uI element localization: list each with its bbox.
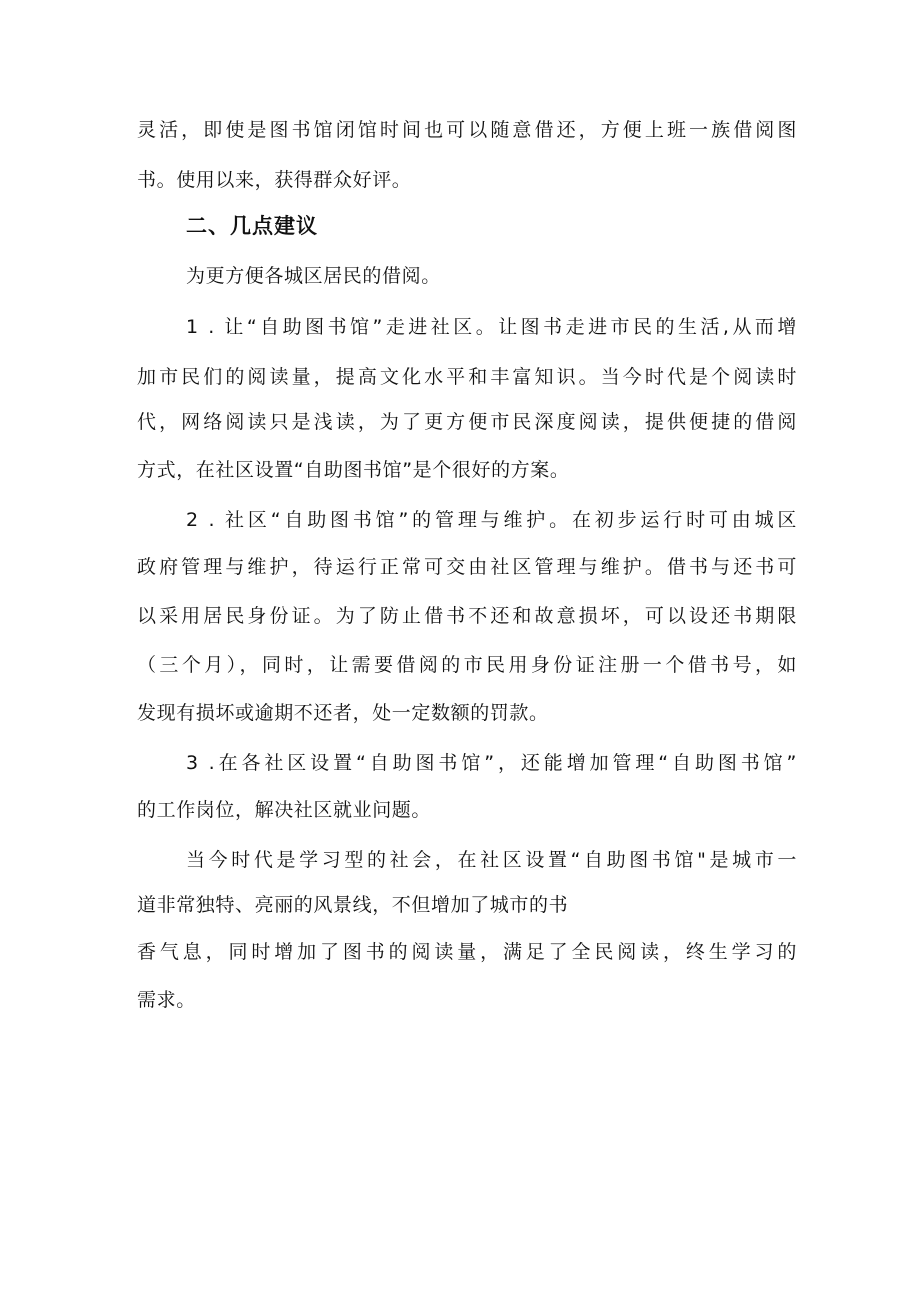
paragraph-line: 2 . 社区“自助图书馆”的管理与维护。在初步运行时可由城区 — [186, 509, 797, 531]
paragraph-line: 方式，在社区设置“自助图书馆”是个很好的方案。 — [137, 459, 570, 481]
paragraph-line: 香气息，同时增加了图书的阅读量，满足了全民阅读，终生学习的 — [137, 941, 797, 963]
paragraph-line: 道非常独特、亮丽的风景线，不但增加了城市的书 — [137, 894, 569, 916]
paragraph-line: 3 .在各社区设置“自助图书馆”，还能增加管理“自助图书馆” — [186, 752, 797, 774]
section-heading: 二、几点建议 — [186, 214, 318, 238]
paragraph-line: 当今时代是学习型的社会，在社区设置“自助图书馆"是城市一 — [186, 849, 797, 871]
paragraph-line: 需求。 — [137, 989, 196, 1011]
paragraph-line: （三个月），同时，让需要借阅的市民用身份证注册一个借书号，如 — [137, 654, 797, 676]
paragraph-line: 发现有损坏或逾期不还者，处一定数额的罚款。 — [137, 702, 549, 724]
paragraph-line: 以采用居民身份证。为了防止借书不还和故意损坏，可以设还书期限 — [137, 605, 797, 627]
paragraph-line: 灵活，即使是图书馆闭馆时间也可以随意借还，方便上班一族借阅图 — [137, 119, 797, 141]
paragraph-line: 为更方便各城区居民的借阅。 — [186, 265, 441, 287]
paragraph-line: 书。使用以来，获得群众好评。 — [137, 169, 412, 191]
paragraph-line: 1 . 让“自助图书馆”走进社区。让图书走进市民的生活,从而增 — [186, 316, 797, 338]
paragraph-line: 加市民们的阅读量，提高文化水平和丰富知识。当今时代是个阅读时 — [137, 366, 797, 388]
paragraph-line: 的工作岗位，解决社区就业问题。 — [137, 799, 432, 821]
paragraph-line: 代，网络阅读只是浅读，为了更方便市民深度阅读，提供便捷的借阅 — [137, 411, 797, 433]
paragraph-line: 政府管理与维护，待运行正常可交由社区管理与维护。借书与还书可 — [137, 556, 797, 578]
